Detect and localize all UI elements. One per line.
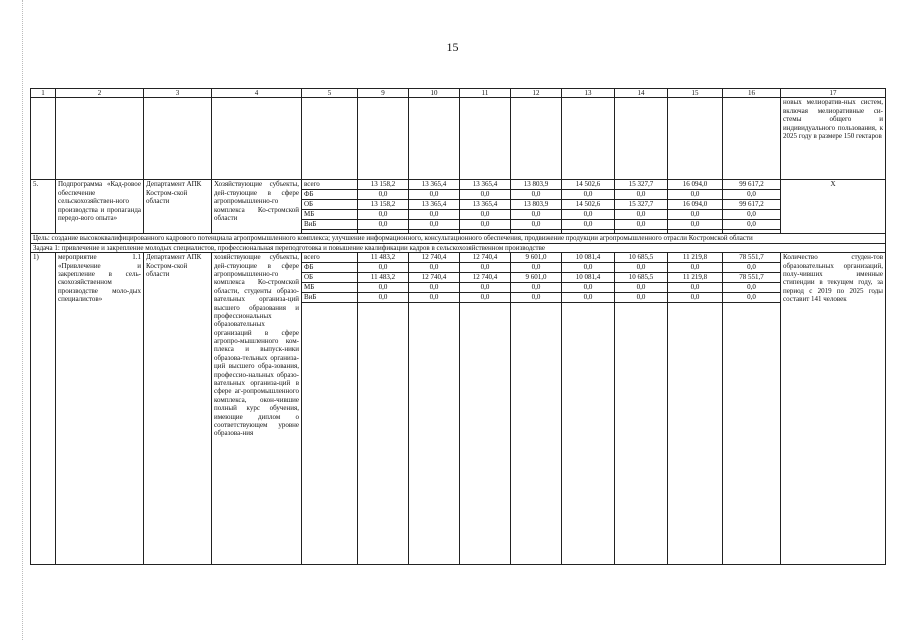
value-cell: 0,0 [409,283,459,293]
value-cell: 0,0 [668,210,722,220]
value-cell: 14 502,6 [562,180,614,190]
value-cell: 0,0 [615,293,667,303]
page-edge-line [22,0,24,640]
column-number: 5 [302,89,358,98]
value-cell: 0,0 [460,283,510,293]
value-cell: 0,0 [615,220,667,230]
value-cell: 0,0 [358,283,408,293]
source-label: ФБ [302,263,357,273]
value-cell: 12 740,4 [460,273,510,283]
subprogram-row [31,180,886,234]
continuation-row [31,98,886,180]
column-number: 4 [212,89,302,98]
row-executor: Департамент АПК Костром-ской области [144,253,212,565]
value-cell: 13 365,4 [409,200,459,210]
value-cell: 99 617,2 [723,180,780,190]
page-number: 15 [446,40,459,54]
value-cell: 10 685,5 [615,273,667,283]
value-column [615,180,668,234]
source-label: МБ [302,283,357,293]
value-cell: 0,0 [723,190,780,200]
value-column [562,180,615,234]
value-cell: 0,0 [460,263,510,273]
value-cell: 0,0 [615,210,667,220]
value-cell: 15 327,7 [615,200,667,210]
source-label: всего [302,180,357,190]
measure-row [31,253,886,565]
source-labels [302,253,358,565]
value-cell: 0,0 [723,220,780,230]
value-column [358,253,409,565]
value-cell: 0,0 [511,283,561,293]
source-label: ВиБ [302,293,357,303]
value-cell: 15 327,7 [615,180,667,190]
value-cell: 12 740,4 [409,253,459,263]
value-cell: 10 685,5 [615,253,667,263]
value-cell: 0,0 [562,263,614,273]
value-cell: 0,0 [460,220,510,230]
value-cell: 0,0 [562,283,614,293]
value-column [358,180,409,234]
value-column [511,253,562,565]
value-cell: 13 158,2 [358,200,408,210]
value-cell: 16 094,0 [668,200,722,210]
program-table [30,88,886,565]
value-cell: 0,0 [409,190,459,200]
value-cell: 0,0 [358,263,408,273]
value-column [668,180,723,234]
value-cell: 0,0 [511,220,561,230]
value-cell: 0,0 [668,293,722,303]
column-number: 1 [31,89,56,98]
column-number: 13 [562,89,615,98]
value-cell: 10 081,4 [562,273,614,283]
value-cell: 9 601,0 [511,253,561,263]
value-cell: 0,0 [460,293,510,303]
value-cell: 0,0 [615,190,667,200]
value-cell: 0,0 [511,210,561,220]
value-cell: 0,0 [615,263,667,273]
value-cell: 0,0 [668,220,722,230]
value-cell: 11 483,2 [358,273,408,283]
row-executor: Департамент АПК Костром-ской области [144,180,212,234]
value-cell: 9 601,0 [511,273,561,283]
header-row [31,89,886,98]
column-number: 3 [144,89,212,98]
column-number: 16 [723,89,781,98]
column-number: 11 [460,89,511,98]
column-number: 12 [511,89,562,98]
value-cell: 78 551,7 [723,273,780,283]
column-number: 15 [668,89,723,98]
value-cell: 0,0 [409,210,459,220]
value-cell: 11 219,8 [668,273,722,283]
source-label: ОБ [302,200,357,210]
row-participants: хозяйствующие субъекты, дей-ствующие в сфере агропромышленно-го комплекса Ко-стромской области, студенты образо-вательных организа-ций высшего образования и профессиональных образовательных организаций в сфере агропро-мышленного ком-плекса и выпуск-ники образова-тельных организа-ций высшего обра-зования, профессио-нальных образо-вательных организа-ций в сфере аг-ропромышленного комплекса, окон-чившие полный курс обучения, имеющие диплом о соответствующем уровне образова-ния [212,253,302,565]
column-number: 10 [409,89,460,98]
goal-text: Цель: создание высококвалифицированного кадрового потенциала агропромышленного комплекса; улучшение информационного, консультационного обеспечения, продвижение продукции агропромышленного отрасли Костромской области [31,234,886,243]
value-cell: 0,0 [409,263,459,273]
column-number: 2 [56,89,144,98]
source-labels [302,180,358,234]
value-column [409,253,460,565]
source-label: МБ [302,210,357,220]
value-cell: 0,0 [358,293,408,303]
value-cell: 11 219,8 [668,253,722,263]
value-column [460,253,511,565]
continuation-indicator: новых мелиоратив-ных систем, включая мелиоративные си-стемы общего и индивидуального пользования, к 2025 году в размере 150 гектаров [781,98,886,180]
value-column [615,253,668,565]
source-label: всего [302,253,357,263]
value-column [460,180,511,234]
value-cell: 0,0 [723,293,780,303]
value-cell: 12 740,4 [409,273,459,283]
value-column [562,253,615,565]
source-label: ВиБ [302,220,357,230]
column-number: 9 [358,89,409,98]
value-cell: 0,0 [409,293,459,303]
source-label: ОБ [302,273,357,283]
column-number: 17 [781,89,886,98]
value-cell: 0,0 [460,210,510,220]
value-cell: 99 617,2 [723,200,780,210]
column-number: 14 [615,89,668,98]
row-indicator: X [781,180,886,234]
value-column [511,180,562,234]
value-cell: 0,0 [668,190,722,200]
value-cell: 11 483,2 [358,253,408,263]
row-participants: Хозяйствующие субъекты, дей-ствующие в сфере агропромышленно-го комплекса Ко-стромской области [212,180,302,234]
value-cell: 0,0 [668,263,722,273]
value-column [723,180,781,234]
value-cell: 0,0 [615,283,667,293]
value-cell: 0,0 [511,293,561,303]
row-name: Подпрограмма «Кад-ровое обеспечение сельскохозяйствен-ного производства и пропаганда передо-вого опыта» [56,180,144,234]
value-cell: 0,0 [358,190,408,200]
value-cell: 0,0 [511,190,561,200]
value-cell: 13 365,4 [409,180,459,190]
value-cell: 0,0 [668,283,722,293]
value-cell: 0,0 [723,283,780,293]
value-cell: 0,0 [562,190,614,200]
value-cell: 0,0 [562,293,614,303]
value-column [723,253,781,565]
row-name: мероприятие 1.1 «Привлечение и закрепление в сель-скохозяйственном производстве моло-дых специалистов» [56,253,144,565]
value-cell: 0,0 [358,210,408,220]
value-column [668,253,723,565]
row-number: 1) [31,253,56,565]
value-cell: 0,0 [358,220,408,230]
row-number: 5. [31,180,56,234]
value-cell: 13 803,9 [511,180,561,190]
value-cell: 0,0 [723,263,780,273]
value-cell: 14 502,6 [562,200,614,210]
row-indicator: Количество студен-тов образовательных организаций, полу-чивших именные стипендии в текущем году, за период с 2019 по 2025 годы составит 141 человек [781,253,886,565]
value-column [409,180,460,234]
task-text: Задача 1: привлечение и закрепление молодых специалистов, профессиональная переподготовка и повышение квалификации кадров в сельскохозяйственном производстве [31,243,886,252]
value-cell: 13 158,2 [358,180,408,190]
value-cell: 13 365,4 [460,200,510,210]
value-cell: 0,0 [562,210,614,220]
value-cell: 12 740,4 [460,253,510,263]
value-cell: 0,0 [723,210,780,220]
value-cell: 16 094,0 [668,180,722,190]
source-label: ФБ [302,190,357,200]
value-cell: 0,0 [511,263,561,273]
value-cell: 0,0 [409,220,459,230]
value-cell: 78 551,7 [723,253,780,263]
value-cell: 0,0 [460,190,510,200]
value-cell: 13 803,9 [511,200,561,210]
value-cell: 10 081,4 [562,253,614,263]
value-cell: 13 365,4 [460,180,510,190]
value-cell: 0,0 [562,220,614,230]
